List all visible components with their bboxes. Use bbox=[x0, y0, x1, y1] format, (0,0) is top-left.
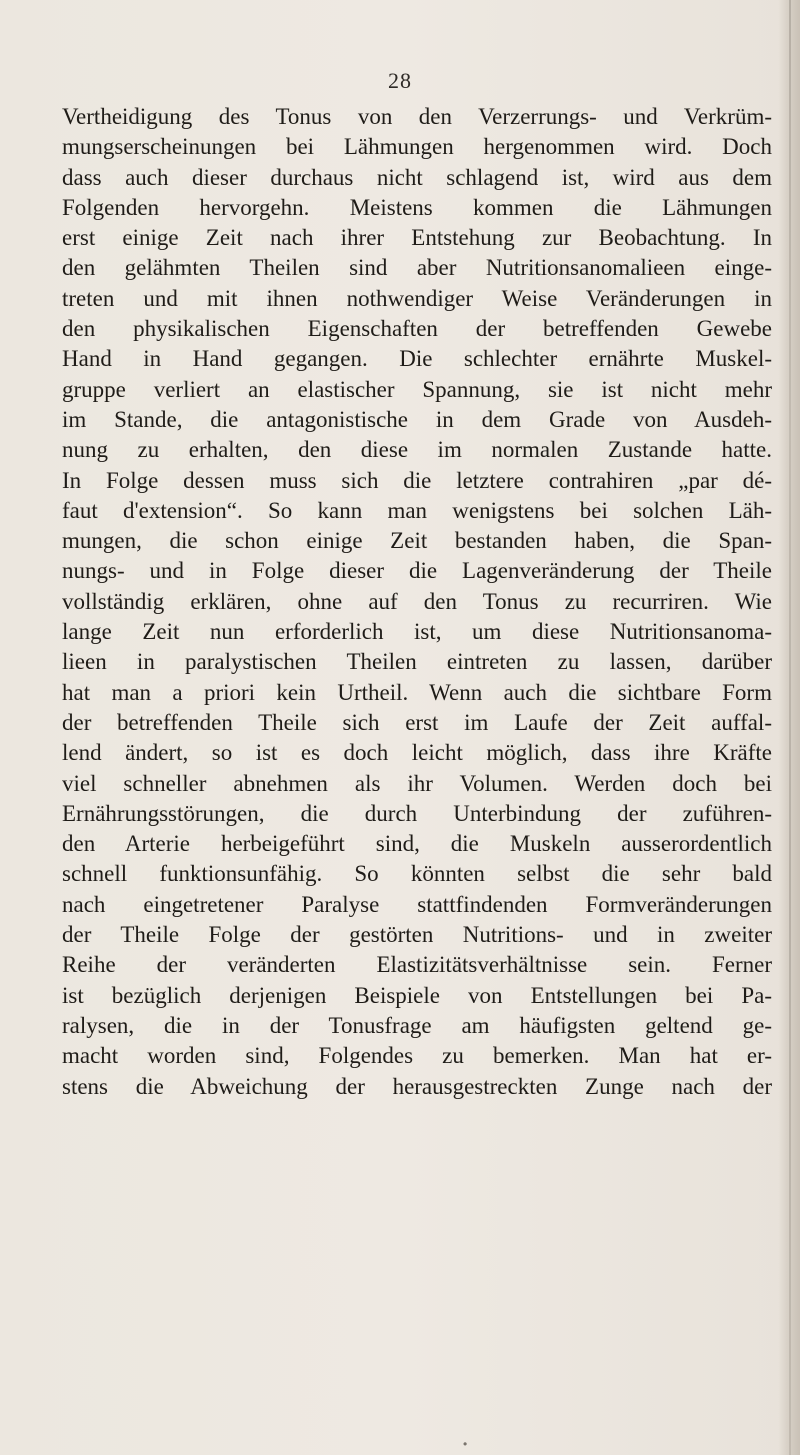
text-line-28: der Theile Folge der gestörten Nutritions- und in zweiter bbox=[62, 922, 772, 948]
text-line-1: Vertheidigung des Tonus von den Verzerrungs- und Verkrüm- bbox=[62, 104, 772, 129]
text-line-3: dass auch dieser durchaus nicht schlagend ist, wird aus dem bbox=[62, 164, 772, 190]
text-line-22: lend ändert, so ist es doch leicht möglich, dass ihre Kräfte bbox=[62, 740, 772, 766]
text-line-23: viel schneller abnehmen als ihr Volumen. Werden doch bei bbox=[62, 770, 772, 796]
page-number: 28 bbox=[388, 68, 412, 93]
text-line-24: Ernährungsstörungen, die durch Unterbindung der zuführen- bbox=[62, 800, 772, 826]
text-line-27: nach eingetretener Paralyse stattfindenden Formveränderungen bbox=[62, 891, 772, 917]
text-line-7: treten und mit ihnen nothwendiger Weise Veränderungen in bbox=[62, 285, 772, 311]
footer-mark: • bbox=[463, 1437, 468, 1451]
text-line-31: ralysen, die in der Tonusfrage am häufigsten geltend ge- bbox=[62, 1012, 772, 1038]
body-text bbox=[62, 102, 772, 1102]
text-line-15: mungen, die schon einige Zeit bestanden haben, die Span- bbox=[62, 528, 772, 554]
text-line-26: schnell funktionsunfähig. So könnten selbst die sehr bald bbox=[62, 861, 772, 887]
text-line-12: nung zu erhalten, den diese im normalen Zustande hatte. bbox=[62, 437, 772, 463]
text-line-19: lieen in paralystischen Theilen eintreten zu lassen, darüber bbox=[62, 649, 772, 675]
text-line-8: den physikalischen Eigenschaften der betreffenden Gewebe bbox=[62, 316, 772, 342]
text-line-14: faut d'extension“. So kann man wenigstens bei solchen Läh- bbox=[62, 497, 772, 523]
text-line-10: gruppe verliert an elastischer Spannung, sie ist nicht mehr bbox=[62, 376, 772, 402]
text-line-4: Folgenden hervorgehn. Meistens kommen die Lähmungen bbox=[62, 194, 772, 220]
text-line-2: mungserscheinungen bei Lähmungen hergenommen wird. Doch bbox=[62, 134, 772, 160]
text-line-32: macht worden sind, Folgendes zu bemerken. Man hat er- bbox=[62, 1043, 772, 1069]
text-line-29: Reihe der veränderten Elastizitätsverhältnisse sein. Ferner bbox=[62, 952, 772, 978]
text-line-5: erst einige Zeit nach ihrer Entstehung zur Beobachtung. In bbox=[62, 225, 772, 251]
text-line-30: ist bezüglich derjenigen Beispiele von Entstellungen bei Pa- bbox=[62, 982, 772, 1008]
text-line-18: lange Zeit nun erforderlich ist, um diese Nutritionsanoma- bbox=[62, 619, 772, 645]
text-line-25: den Arterie herbeigeführt sind, die Muskeln ausserordentlich bbox=[62, 831, 772, 857]
text-line-20: hat man a priori kein Urtheil. Wenn auch die sichtbare Form bbox=[62, 679, 772, 705]
text-line-21: der betreffenden Theile sich erst im Laufe der Zeit auffal- bbox=[62, 709, 772, 735]
text-line-6: den gelähmten Theilen sind aber Nutritionsanomalieen einge- bbox=[62, 255, 772, 281]
text-line-16: nungs- und in Folge dieser die Lagenveränderung der Theile bbox=[62, 558, 772, 584]
text-line-13: In Folge dessen muss sich die letztere contrahiren „par dé- bbox=[62, 467, 772, 493]
text-line-9: Hand in Hand gegangen. Die schlechter ernährte Muskel- bbox=[62, 346, 772, 372]
text-line-11: im Stande, die antagonistische in dem Grade von Ausdeh- bbox=[62, 406, 772, 432]
text-line-17: vollständig erklären, ohne auf den Tonus zu recurriren. Wie bbox=[62, 588, 772, 614]
page-edge-line bbox=[789, 0, 791, 1455]
text-line-33: stens die Abweichung der herausgestreckten Zunge nach der bbox=[62, 1073, 772, 1099]
